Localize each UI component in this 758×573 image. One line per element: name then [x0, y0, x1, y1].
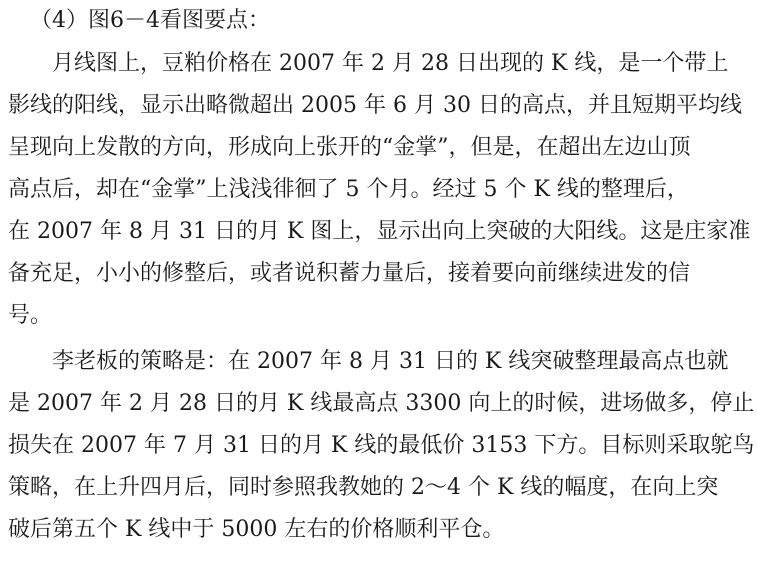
paragraph-2-line-1: 李老板的策略是：在 2007 年 8 月 31 日的 K 线突破整理最高点也就 — [52, 349, 729, 374]
paragraph-1-line-5: 在 2007 年 8 月 31 日的月 K 图上，显示出向上突破的大阳线。这是庄家准 — [8, 219, 751, 244]
paragraph-2-line-4: 策略，在上升四月后，同时参照我教她的 2～4 个 K 线的幅度，在向上突 — [8, 475, 719, 500]
paragraph-2-line-2: 是 2007 年 2 月 28 日的月 K 线最高点 3300 向上的时候，进场做多，停止 — [8, 391, 755, 416]
section-heading: （4）图6－4看图要点： — [30, 8, 270, 33]
paragraph-1-line-6: 备充足，小小的修整后，或者说积蓄力量后，接着要向前继续进发的信 — [8, 261, 691, 286]
paragraph-1-line-7: 号。 — [8, 303, 53, 328]
paragraph-2-line-3: 损失在 2007 年 7 月 31 日的月 K 线的最低价 3153 下方。目标则采取鸵鸟 — [8, 433, 755, 458]
paragraph-1-line-4: 高点后，却在“金掌”上浅浅徘徊了 5 个月。经过 5 个 K 线的整理后， — [8, 177, 689, 202]
paragraph-1-line-1: 月线图上，豆粕价格在 2007 年 2 月 28 日出现的 K 线，是一个带上 — [52, 51, 729, 76]
paragraph-1-line-3: 呈现向上发散的方向，形成向上张开的“金掌”，但是，在超出左边山顶 — [8, 135, 691, 160]
paragraph-2-line-5: 破后第五个 K 线中于 5000 左右的价格顺利平仓。 — [8, 517, 505, 542]
paragraph-1-line-2: 影线的阳线，显示出略微超出 2005 年 6 月 30 日的高点，并且短期平均线 — [8, 93, 742, 118]
